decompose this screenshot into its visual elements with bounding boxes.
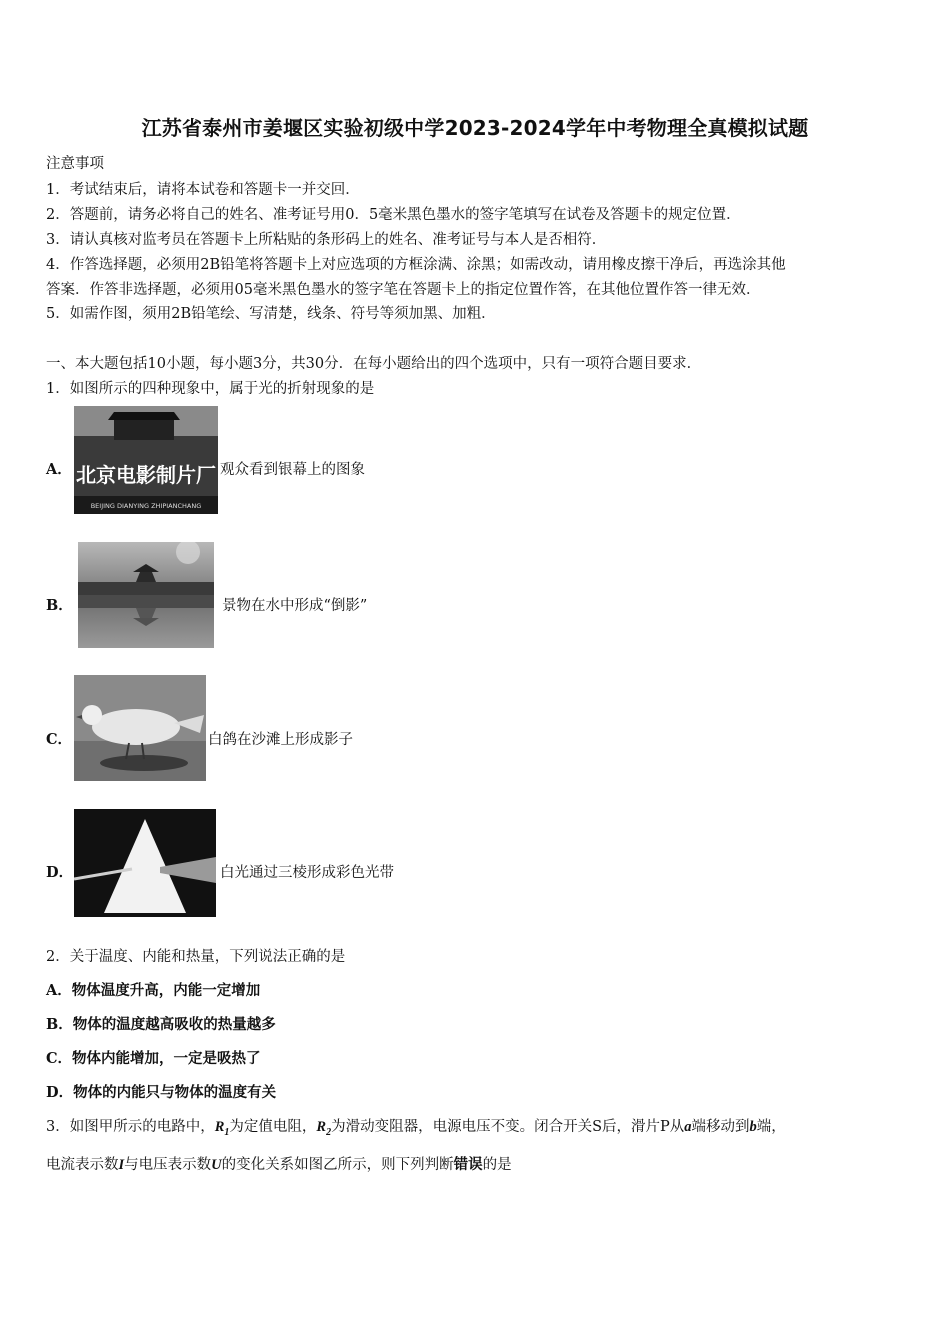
question-1-option-b xyxy=(46,542,446,652)
question-1-option-a xyxy=(46,406,446,516)
notice-item: 1．考试结束后，请将本试卷和答题卡一并交回． xyxy=(46,182,360,198)
prism-photo xyxy=(74,809,216,917)
b-symbol: b xyxy=(749,1119,757,1135)
question-2-option: B．物体的温度越高吸收的热量越多 xyxy=(46,1016,276,1033)
option-letter: A． xyxy=(46,461,72,478)
u-symbol: U xyxy=(211,1157,222,1173)
question-2-option: D．物体的内能只与物体的温度有关 xyxy=(46,1084,277,1101)
i-symbol: I xyxy=(118,1157,125,1173)
film-studio-photo xyxy=(74,406,218,514)
q3-text: 电流表示数 xyxy=(46,1157,119,1173)
film-studio-illustration xyxy=(74,406,218,514)
q3-text: 为定值电阻， xyxy=(229,1119,317,1135)
dove-photo xyxy=(74,675,206,781)
question-2-stem: 2．关于温度、内能和热量，下列说法正确的是 xyxy=(46,949,346,965)
question-1-stem: 1．如图所示的四种现象中，属于光的折射现象的是 xyxy=(46,381,375,397)
notice-item: 2．答题前，请务必将自己的姓名、准考证号用0．5毫米黑色墨水的签字笔填写在试卷及答题卡的规定位置． xyxy=(46,207,741,223)
notice-heading: 注意事项 xyxy=(46,156,104,172)
option-text: 白鸽在沙滩上形成影子 xyxy=(208,732,353,748)
option-letter: D． xyxy=(46,864,74,881)
q3-text: 与电压表示数 xyxy=(124,1157,212,1173)
r1-symbol: R xyxy=(214,1119,225,1135)
dove-illustration xyxy=(74,675,206,781)
q3-text: 3．如图甲所示的电路中， xyxy=(46,1119,215,1135)
section-heading: 一、本大题包括10小题，每小题3分，共30分．在每小题给出的四个选项中，只有一项符合题目要求． xyxy=(46,356,702,372)
option-text: 观众看到银幕上的图象 xyxy=(220,462,365,478)
notice-item: 4．作答选择题，必须用2B铅笔将答题卡上对应选项的方框涂满、涂黑；如需改动，请用橡皮擦干净后，再选涂其他 xyxy=(46,257,786,273)
r1-subscript: 1 xyxy=(224,1126,230,1138)
question-3-stem-line-1 xyxy=(46,1115,786,1138)
q3-text: 的变化关系如图乙所示，则下列判断 xyxy=(221,1157,454,1173)
r2-subscript: 2 xyxy=(326,1126,332,1138)
reflection-photo xyxy=(78,542,214,648)
film-studio-sign-subtext: BEIJING DIANYING ZHIPIANCHANG xyxy=(90,502,202,510)
notice-item: 答案．作答非选择题，必须用05毫米黑色墨水的签字笔在答题卡上的指定位置作答，在其他位置作答一律无效． xyxy=(46,282,761,298)
q3-text: 端移动到 xyxy=(691,1119,750,1135)
film-studio-sign-text: 北京电影制片厂 xyxy=(76,463,216,487)
r2-symbol: R xyxy=(316,1119,327,1135)
q3-text: 的是 xyxy=(482,1157,512,1173)
question-2-option: C．物体内能增加，一定是吸热了 xyxy=(46,1050,261,1067)
option-text: 白光通过三棱形成彩色光带 xyxy=(220,865,394,881)
q3-text: 为滑动变阻器，电源电压不变。闭合开关S后，滑片P从 xyxy=(331,1119,685,1135)
option-letter: C． xyxy=(46,731,73,748)
question-2-option: A．物体温度升高，内能一定增加 xyxy=(46,982,261,999)
notice-item: 5．如需作图，须用2B铅笔绘、写清楚，线条、符号等须加黑、加粗． xyxy=(46,306,496,322)
question-1-option-d xyxy=(46,809,466,919)
q3-text: 端， xyxy=(756,1119,786,1135)
page-title: 江苏省泰州市姜堰区实验初级中学2023-2024学年中考物理全真模拟试题 xyxy=(141,116,809,140)
option-text: 景物在水中形成“倒影” xyxy=(222,598,368,614)
option-letter: B． xyxy=(46,597,73,614)
prism-illustration xyxy=(74,809,216,917)
wrong-emphasis: 错误 xyxy=(453,1156,483,1173)
question-1-option-c xyxy=(46,675,446,785)
question-3-stem-line-2 xyxy=(46,1153,512,1174)
a-symbol: a xyxy=(684,1119,692,1135)
notice-item: 3．请认真核对监考员在答题卡上所粘贴的条形码上的姓名、准考证号与本人是否相符． xyxy=(46,232,607,248)
water-reflection-illustration xyxy=(78,542,214,648)
